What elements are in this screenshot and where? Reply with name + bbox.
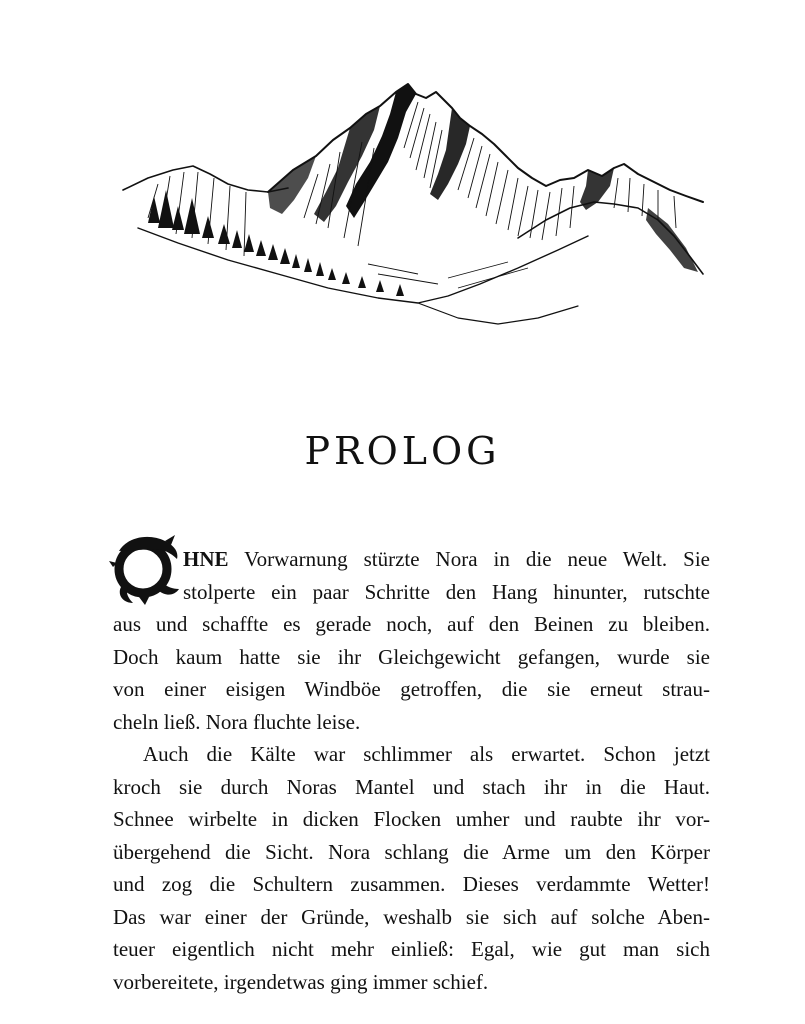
text-line: cheln ließ. Nora fluchte leise.: [113, 709, 361, 734]
text-line: Doch kaum hatte sie ihr Gleichgewicht gefangen, wurde sie: [113, 644, 710, 669]
chapter-title: PROLOG: [304, 429, 501, 473]
dragon-ornament-icon: [109, 531, 183, 607]
text-line: vorbereitete, irgendetwas ging immer schief.: [113, 969, 489, 994]
text-line: Auch die Kälte war schlimmer als erwartet. Schon jetzt: [143, 742, 710, 766]
text-line: Schnee wirbelte in dicken Flocken umher und raubte ihr vor-: [113, 807, 710, 831]
text-line: Das war einer der Gründe, weshalb sie sich auf solche Aben-: [113, 904, 710, 929]
text-line: stolperte ein paar Schritte den Hang hinunter, rutschte: [183, 579, 710, 604]
text-line: von einer eisigen Windböe getroffen, die sie erneut strau-: [113, 677, 710, 701]
opening-word: HNE: [183, 547, 229, 571]
text-line: teuer eigentlich nicht mehr einließ: Egal, wie gut man sich: [113, 937, 710, 961]
text-line: übergehend die Sicht. Nora schlang die Arme um den Körper: [113, 839, 710, 864]
mountain-illustration: [118, 78, 708, 328]
text-line: kroch sie durch Noras Mantel und stach ihr in die Haut.: [113, 774, 710, 799]
text-line: aus und schaffte es gerade noch, auf den Beinen zu bleiben.: [113, 612, 710, 636]
text-line: HNE Vorwarnung stürzte Nora in die neue Welt. Sie: [183, 547, 710, 571]
body-text: [113, 543, 710, 998]
text-line: und zog die Schultern zusammen. Dieses verdammte Wetter!: [113, 872, 710, 896]
